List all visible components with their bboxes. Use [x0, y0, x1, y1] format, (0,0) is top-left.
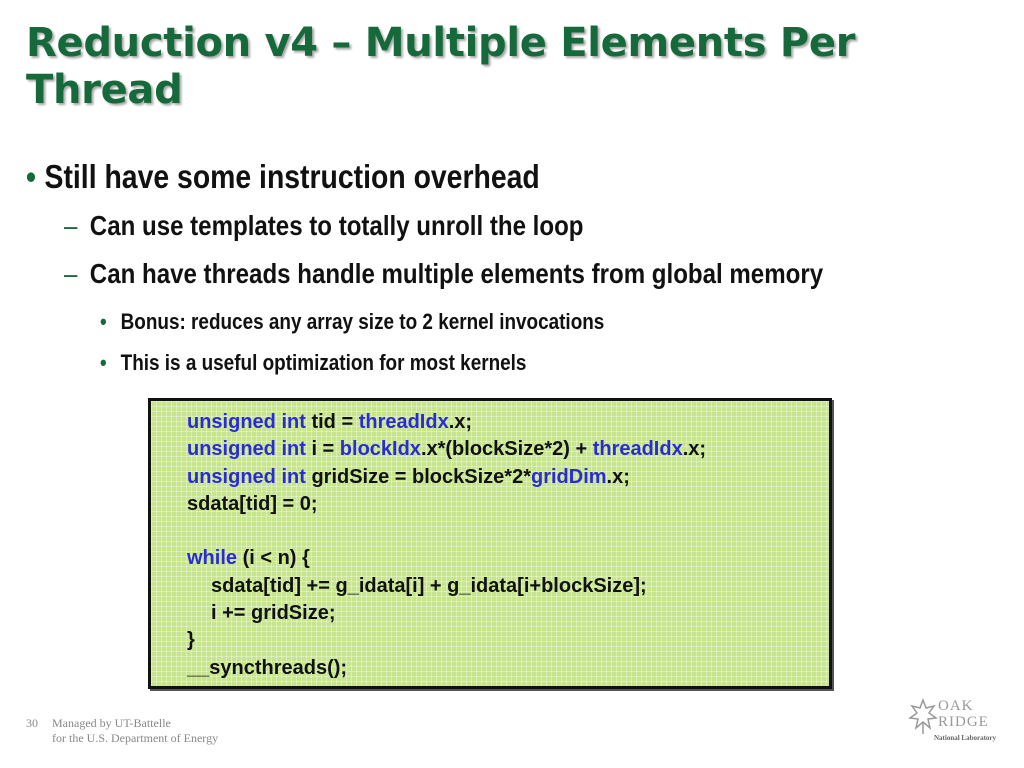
- code-line: i += gridSize;: [211, 602, 336, 625]
- code-block: [148, 398, 832, 689]
- bullet-text: Can have threads handle multiple elements from global memory: [89, 258, 824, 289]
- code-line: unsigned int tid = threadIdx.x;: [187, 411, 473, 433]
- bullet-text: This is a useful optimization for most kernels: [120, 350, 527, 375]
- slide-title: Reduction v4 – Multiple Elements Per Thread: [26, 20, 856, 113]
- logo-word-ridge: RIDGE: [938, 714, 989, 730]
- bullet-level3: [100, 350, 526, 376]
- code-line: sdata[tid] += g_idata[i] + g_idata[i+blockSize];: [211, 574, 647, 597]
- leaf-icon: [908, 698, 938, 738]
- bullet-text: Can use templates to totally unroll the loop: [89, 210, 584, 241]
- code-listing: [187, 409, 706, 682]
- bullet-level2: [64, 258, 823, 290]
- dash-icon: –: [64, 258, 78, 289]
- footer-line: Managed by UT-Battelle: [52, 716, 171, 730]
- code-line: __syncthreads();: [187, 656, 348, 679]
- footer-credit: [52, 716, 218, 746]
- bullet-level2: [64, 210, 583, 242]
- code-line: unsigned int i = blockIdx.x*(blockSize*2) + threadIdx.x;: [187, 438, 707, 461]
- code-line: }: [187, 629, 195, 652]
- logo-word-oak: OAK: [938, 698, 974, 714]
- code-line: sdata[tid] = 0;: [187, 492, 318, 515]
- bullet-dot-icon: •: [100, 350, 107, 375]
- logo-subtitle: National Laboratory: [934, 734, 997, 742]
- page-number: 30: [26, 716, 38, 730]
- bullet-level3: [100, 309, 604, 335]
- code-line: unsigned int gridSize = blockSize*2*gridDim.x;: [187, 465, 630, 488]
- bullet-text: Bonus: reduces any array size to 2 kernel invocations: [120, 309, 605, 334]
- dash-icon: –: [64, 210, 78, 241]
- bullet-dot-icon: •: [100, 309, 107, 334]
- bullet-text: Still have some instruction overhead: [44, 158, 540, 195]
- oak-ridge-logo: [908, 696, 1008, 748]
- code-line: while (i < n) {: [187, 547, 310, 570]
- footer-line: for the U.S. Department of Energy: [52, 731, 219, 745]
- code-blank-line: [187, 518, 706, 545]
- bullet-level1: [26, 158, 540, 196]
- bullet-dot-icon: •: [26, 158, 36, 195]
